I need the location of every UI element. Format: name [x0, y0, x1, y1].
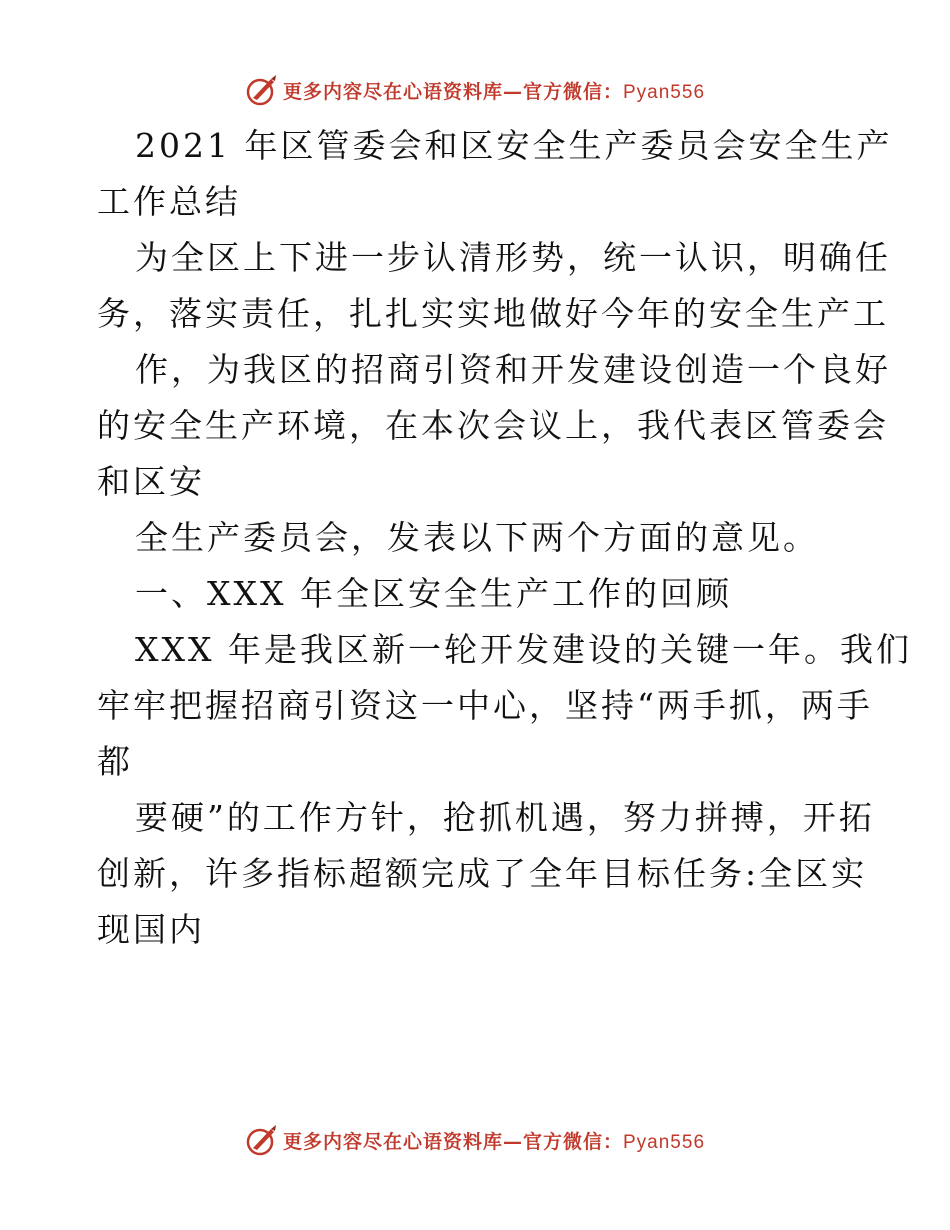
- doc-line: 的安全生产环境，在本次会议上，我代表区管委会: [97, 406, 889, 445]
- doc-line: 要硬”的工作方针，抢抓机遇，努力拼搏，开拓: [135, 798, 875, 837]
- footer-watermark-text: [283, 1127, 705, 1154]
- doc-line: 牢牢把握招商引资这一中心，坚持“两手抓，两手: [97, 686, 873, 725]
- header-watermark-text: [283, 77, 705, 104]
- header-watermark-id: Pyan556: [623, 81, 706, 103]
- doc-line: 为全区上下进一步认清形势，统一认识，明确任: [135, 238, 891, 277]
- doc-line: 创新，许多指标超额完成了全年目标任务:全区实: [97, 854, 868, 893]
- footer-watermark: [0, 1120, 950, 1160]
- doc-line: 现国内: [97, 910, 205, 949]
- header-watermark: [0, 70, 950, 110]
- doc-line: 作，为我区的招商引资和开发建设创造一个良好: [135, 350, 891, 389]
- doc-line: 和区安: [97, 462, 205, 501]
- footer-watermark-id: Pyan556: [623, 1131, 706, 1153]
- doc-title-line-2: 工作总结: [97, 182, 241, 221]
- doc-line: 都: [97, 742, 133, 781]
- quill-logo-icon: [245, 73, 279, 107]
- header-watermark-label: 更多内容尽在心语资料库—官方微信：: [282, 80, 623, 103]
- document-body: [97, 118, 912, 958]
- doc-title-line-1: 2021 年区管委会和区安全生产委员会安全生产: [135, 126, 893, 165]
- doc-line: 务，落实责任，扎扎实实地做好今年的安全生产工: [97, 294, 889, 333]
- doc-line: XXX 年是我区新一轮开发建设的关键一年。我们: [135, 630, 912, 669]
- doc-line: 全生产委员会，发表以下两个方面的意见。: [135, 518, 819, 557]
- footer-watermark-label: 更多内容尽在心语资料库—官方微信：: [282, 1130, 623, 1153]
- section-heading: 一、XXX 年全区安全生产工作的回顾: [135, 574, 732, 613]
- quill-logo-icon: [245, 1123, 279, 1157]
